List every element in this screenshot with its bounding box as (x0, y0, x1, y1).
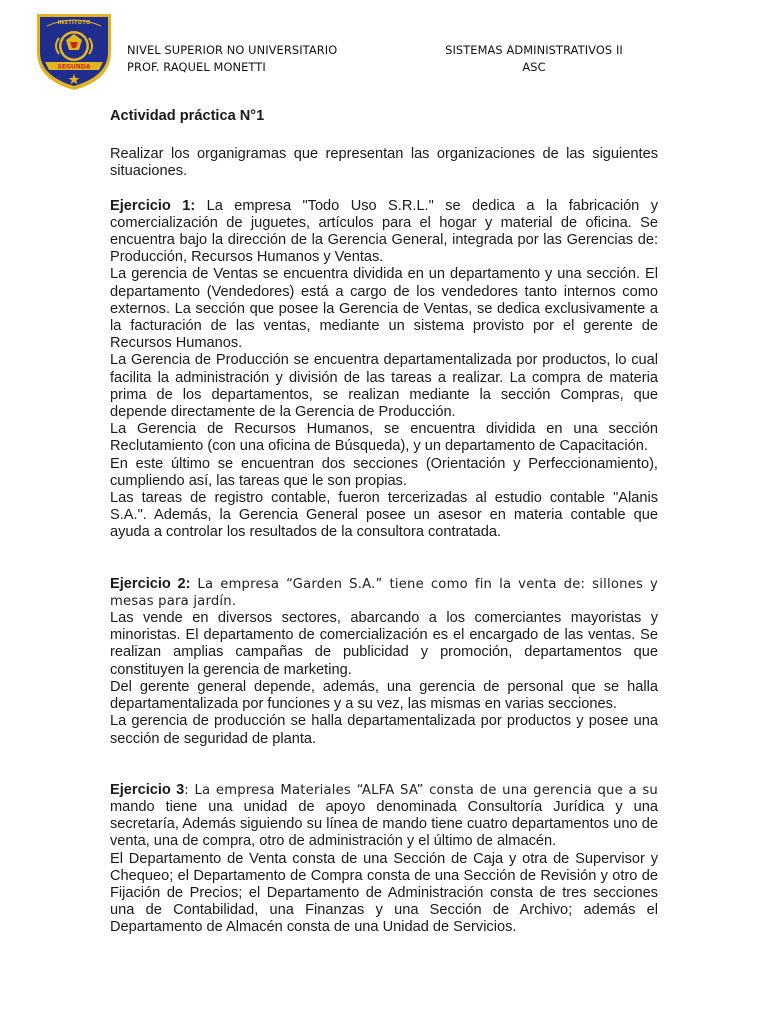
course-code: ASC (522, 60, 546, 74)
exercise-2-paragraph-2: Del gerente general depende, además, una gerencia de personal que se halla departamentalizada por funciones y a su vez, las mismas en varias secciones. (110, 678, 658, 713)
course-name: SISTEMAS ADMINISTRATIVOS II (445, 43, 623, 57)
exercise-2-paragraph-3: La gerencia de producción se halla departamentalizada por productos y posee una sección de seguridad de planta. (110, 713, 658, 747)
exercise-1-paragraph-2: La gerencia de Ventas se encuentra dividida en un departamento y una sección. El departamento (Vendedores) está a cargo de los vendedores tanto internos como externos. La sección que posee la Gerencia de Ventas, se dedica exclusivamente a la facturación de las ventas, mediante un sistema provisto por el gerente de Recursos Humanos. (110, 266, 658, 352)
exercise-1-paragraph-3: La Gerencia de Producción se encuentra departamentalizada por productos, lo cual facilita la administración y división de las tareas a realizar. La compra de materia prima de los departamentos, se realizan mediante la sección Compras, que depende directamente de la Gerencia de Producción. (110, 352, 658, 421)
exercise-1-label: Ejercicio 1: (110, 197, 196, 214)
header-left-block (127, 42, 337, 76)
exercise-2-label: Ejercicio 2: (110, 575, 191, 592)
exercise-3-text-1: mando tiene una unidad de apoyo denominada Consultoría Jurídica y una secretaría, Además siguiendo su línea de mando tiene cuatro departamentos uno de venta, una de compra, otro de administración y el último de almacén. (110, 798, 658, 850)
institute-shield-logo (33, 10, 115, 92)
spacer (110, 748, 658, 782)
exercise-1-paragraph-6: Las tareas de registro contable, fueron tercerizadas al estudio contable "Alanis S.A.". Además, la Gerencia General posee un asesor en materia contable que ayuda a controlar los resultados de la consultora contratada. (110, 490, 658, 541)
exercise-2-paragraph-1: Las vende en diversos sectores, abarcando a los comerciantes mayoristas y minoristas. El departamento de comercialización es el encargado de las ventas. Se realizan amplias campañas de publicidad y promoción, departamentos que constituyen la gerencia de marketing. (110, 610, 658, 678)
exercise-3-paragraph-1 (110, 782, 658, 851)
activity-title: Actividad práctica N°1 (110, 108, 265, 124)
document-body (110, 108, 658, 937)
professor-name: PROF. RAQUEL MONETTI (127, 60, 266, 74)
spacer (110, 542, 658, 576)
exercise-1-paragraph-1 (110, 198, 658, 267)
spacer (110, 181, 658, 198)
intro-paragraph: Realizar los organigramas que representan las organizaciones de las siguientes situaciones. (110, 146, 658, 180)
page-header (0, 0, 768, 100)
exercise-3-paragraph-2: El Departamento de Venta consta de una Sección de Caja y otra de Supervisor y Chequeo; el Departamento de Compra consta de una Sección de Revisión y otro de Fijación de Precios; el Departamento de Administración consta de tres secciones una de Contabilidad, una Finanzas y una Sección de Archivo; además el Departamento de Almacén consta de una Unidad de Servicios. (110, 850, 658, 936)
exercise-3-lead-text: : La empresa Materiales “ALFA SA” consta de una gerencia que a su (184, 782, 658, 798)
exercise-1-text-1: La empresa "Todo Uso S.R.L." se dedica a la fabricación y comercialización de juguetes, artículos para el hogar y material de oficina. Se encuentra bajo la dirección de la Gerencia General, integrada por las Gerencias de: Producción, Recursos Humanos y Ventas. (110, 197, 659, 266)
exercise-2-paragraph-lead (110, 576, 658, 610)
exercise-3-label: Ejercicio 3 (110, 781, 185, 798)
exercise-2-lead-text: La empresa “Garden S.A.” tiene como fin la venta de: sillones y mesas para jardín. (110, 576, 658, 609)
institution-level: NIVEL SUPERIOR NO UNIVERSITARIO (127, 43, 338, 57)
logo-banner-text: SEGUNDA (57, 63, 91, 71)
exercise-1-paragraph-5: En este último se encuentran dos secciones (Orientación y Perfeccionamiento), cumpliendo así, las tareas que le son propias. (110, 455, 658, 489)
exercise-1-paragraph-4: La Gerencia de Recursos Humanos, se encuentra dividida en una sección Reclutamiento (con una oficina de Búsqueda), y un departamento de Capacitación. (110, 421, 658, 455)
logo-text: INSTITUTO (57, 20, 91, 26)
header-right-block (440, 42, 628, 76)
